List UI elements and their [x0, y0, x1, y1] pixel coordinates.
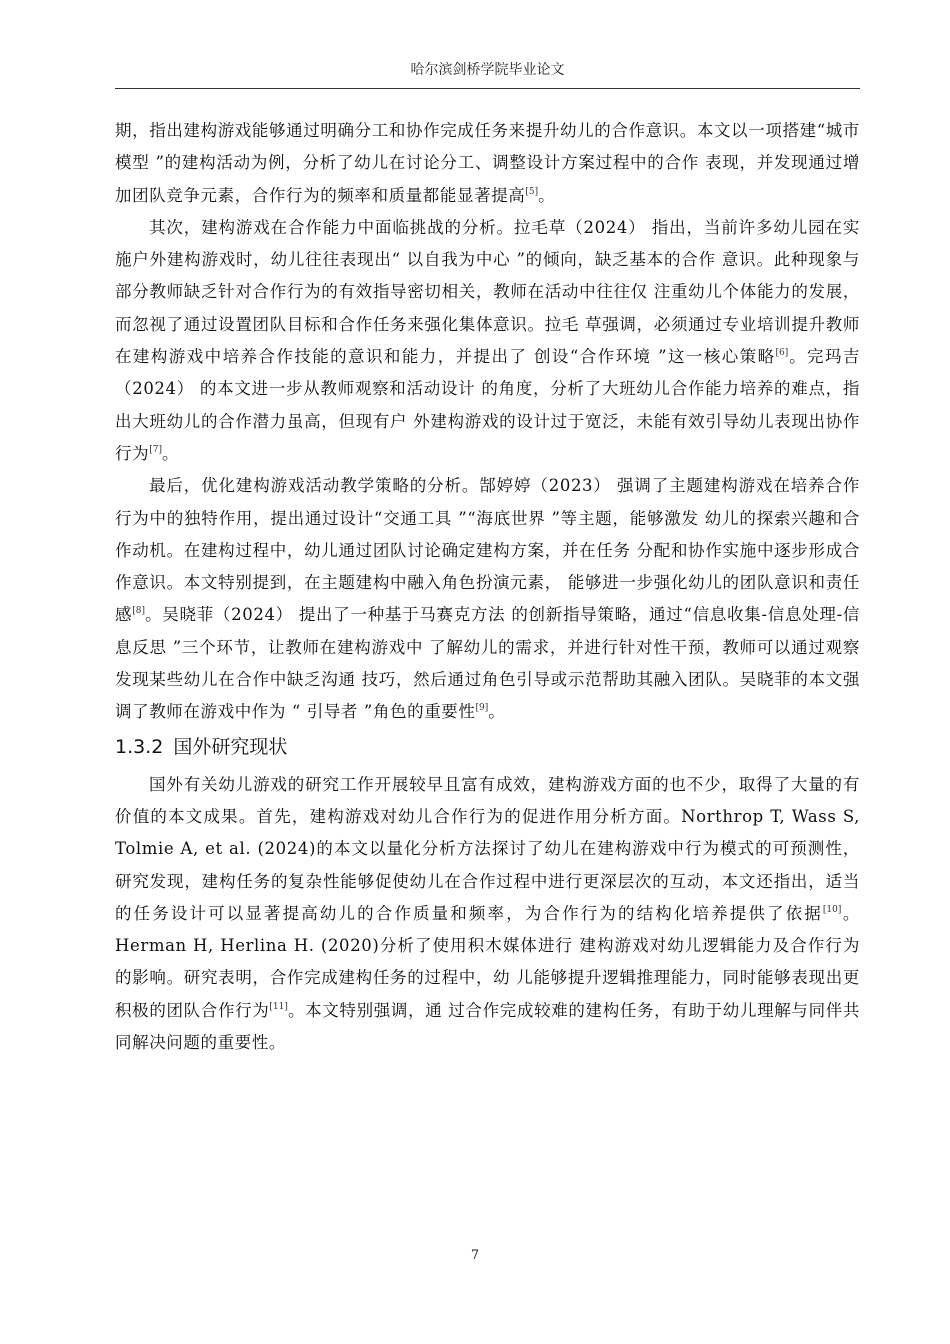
- section-heading: [115, 731, 860, 763]
- citation-6: [6]: [775, 348, 789, 359]
- citation-10: [10]: [822, 904, 842, 915]
- paragraph-text: 期，指出建构游戏能够通过明确分工和协作完成任务来提升幼儿的合作意识。本文以一项搭建“城市模型 ”的建构活动为例，分析了幼儿在讨论分工、调整设计方案过程中的合作 表现，并发现通过增加团队竞争元素，合作行为的频率和质量都能显著提高: [115, 121, 860, 205]
- paragraph-text: 最后，优化建构游戏活动教学策略的分析。郜婷婷（2023） 强调了主题建构游戏在培养合作行为中的独特作用，提出通过设计“交通工具 ”“海底世界 ”等主题，能够激发 幼儿的探索兴趣和合作动机。在建构过程中，幼儿通过团队讨论确定建构方案，并在任务 分配和协作实施中逐步形成合作意识。本文特别提到，在主题建构中融入角色扮演元素， 能够进一步强化幼儿的团队意识和责任感: [115, 476, 860, 625]
- paragraph-text: 其次，建构游戏在合作能力中面临挑战的分析。拉毛草（2024） 指出，当前许多幼儿园在实施户外建构游戏时，幼儿往往表现出“ 以自我为中心 ”的倾向，缺乏基本的合作 意识。此种现象与部分教师缺乏针对合作行为的有效指导密切相关，教师在活动中往往仅 注重幼儿个体能力的发展，而忽视了通过设置团队目标和合作任务来强化集体意识。拉毛 草强调，必须通过专业培训提升教师在建构游戏中培养合作技能的意识和能力，并提出了 创设“合作环境 ”这一核心策略: [115, 217, 860, 367]
- paragraph-challenges: [115, 212, 860, 470]
- citation-9: [9]: [475, 703, 489, 714]
- page-number: 7: [470, 1248, 480, 1263]
- header-rule: [115, 88, 860, 89]
- section-number: 1.3.2: [115, 735, 164, 758]
- page-body: [115, 115, 860, 1059]
- paragraph-text: 。Herman H, Herlina H. (2020)分析了使用积木媒体进行 建构游戏对幼儿逻辑能力及合作行为的影响。研究表明，合作完成建构任务的过程中，幼 儿能够提升逻辑推理能力，同时能够表现出更积极的团队合作行为: [115, 903, 860, 1020]
- paragraph-text: 。完玛吉（2024） 的本文进一步从教师观察和活动设计 的角度，分析了大班幼儿合作能力培养的难点，指出大班幼儿的合作潜力虽高，但现有户 外建构游戏的设计过于宽泛，未能有效引导幼儿表现出协作行为: [115, 347, 860, 463]
- paragraph-strategies: [115, 470, 860, 728]
- paragraph-text: 国外有关幼儿游戏的研究工作开展较早且富有成效，建构游戏方面的也不少，取得了大量的有价值的本文成果。首先，建构游戏对幼儿合作行为的促进作用分析方面。Northrop T, Wass S, Tolmie A, et al. (2024)的本文以量化分析方法探讨了幼儿在建构游戏中行为模式的可预测性，研究发现，建构任务的复杂性能够促使幼儿在合作过程中进行更深层次的互动，本文还指出，适当的任务设计可以显著提高幼儿的合作质量和频率，为合作行为的结构化培养提供了依据: [115, 774, 860, 923]
- running-header: 哈尔滨剑桥学院毕业论文: [410, 62, 565, 78]
- paragraph-foreign-research: [115, 769, 860, 1060]
- paragraph-text: 。吴晓菲（2024） 提出了一种基于马赛克方法 的创新指导策略，通过“信息收集-信息处理-信息反思 ”三个环节，让教师在建构游戏中 了解幼儿的需求，并进行针对性干预，教师可以通过观察发现某些幼儿在合作中缺乏沟通 技巧，然后通过角色引导或示范帮助其融入团队。吴晓菲的本文强调了教师在游戏中作为 “ 引导者 ”角色的重要性: [115, 605, 860, 722]
- paragraph-text: 。: [538, 185, 556, 205]
- paragraph-text: 。: [161, 443, 180, 463]
- citation-5: [5]: [525, 186, 539, 197]
- section-title: 国外研究现状: [173, 735, 288, 758]
- paragraph-text: 。: [488, 702, 506, 722]
- citation-11: [11]: [269, 1001, 288, 1012]
- citation-8: [8]: [132, 606, 145, 617]
- paragraph-continued: [115, 115, 860, 212]
- paragraph-text: 。本文特别强调，通 过合作完成较难的建构任务，有助于幼儿理解与同伴共同解决问题的重要性。: [115, 1000, 860, 1053]
- citation-7: [7]: [149, 444, 162, 455]
